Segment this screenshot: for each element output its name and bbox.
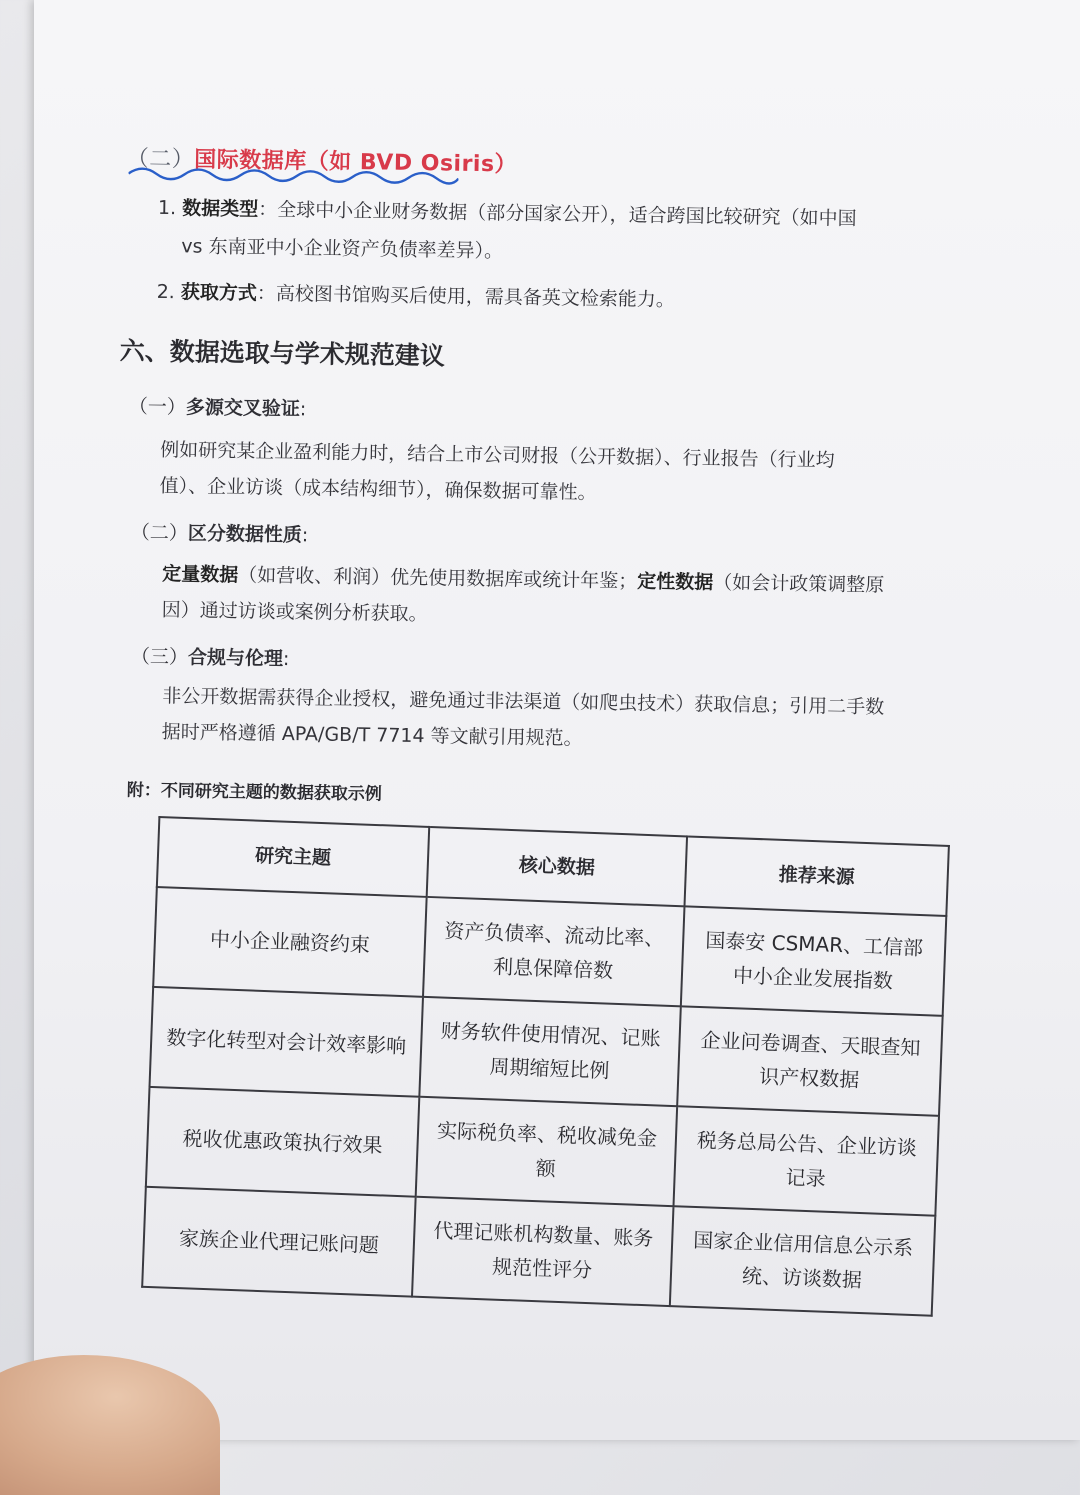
sub2-heading: （二）区分数据性质: [130, 521, 309, 547]
sub3-text-b: 据时严格遵循 APA/GB/T 7714 等文献引用规范。 [161, 721, 583, 750]
table-cell: 代理记账机构数量、账务规范性评分 [412, 1197, 673, 1306]
sub3-text-a: 非公开数据需获得企业授权，避免通过非法渠道（如爬虫技术）获取信息；引用二手数 [162, 685, 885, 719]
heading-text: 国际数据库（如 BVD Osiris） [194, 147, 518, 178]
item2-line: 2. 获取方式：高校图书馆购买后使用，需具备英文检索能力。 [156, 280, 676, 312]
sub1-text-b: 值）、企业访谈（成本结构细节），确保数据可靠性。 [159, 474, 597, 504]
sub1-text-a: 例如研究某企业盈利能力时，结合上市公司财报（公开数据）、行业报告（行业均 [160, 439, 835, 472]
sub3-heading: （三）合规与伦理: [130, 645, 290, 671]
table-cell: 企业问卷调查、天眼查知识产权数据 [677, 1006, 942, 1116]
table-cell: 数字化转型对会计效率影响 [150, 987, 423, 1097]
table-cell: 税收优惠政策执行效果 [146, 1087, 419, 1197]
table-cell: 国家企业信用信息公示系统、访谈数据 [670, 1206, 935, 1316]
table-cell: 实际税负率、税收减免金额 [416, 1097, 677, 1206]
sub1-heading: （一）多源交叉验证: [128, 395, 307, 421]
sub2-text-a: 定量数据（如营收、利润）优先使用数据库或统计年鉴；定性数据（如会计政策调整原 [162, 563, 885, 597]
item1-line-a: 1. 数据类型：全球中小企业财务数据（部分国家公开），适合跨国比较研究（如中国 [157, 196, 857, 230]
header-source: 推荐来源 [684, 836, 948, 916]
table-cell: 家族企业代理记账问题 [142, 1187, 415, 1297]
section6-title: 六、数据选取与学术规范建议 [119, 336, 445, 371]
table-cell: 国泰安 CSMAR、工信部中小企业发展指数 [681, 906, 946, 1016]
table-cell: 财务软件使用情况、记账周期缩短比例 [419, 997, 680, 1106]
table-cell: 税务总局公告、企业访谈记录 [673, 1106, 938, 1216]
heading-paren: （二） [126, 146, 195, 173]
appendix-title: 附：不同研究主题的数据获取示例 [126, 780, 382, 805]
sub2-text-b: 因）通过访谈或案例分析获取。 [161, 599, 428, 626]
header-topic: 研究主题 [157, 817, 429, 897]
table-cell: 中小企业融资约束 [153, 887, 426, 997]
data-source-table [141, 816, 950, 1317]
header-core-data: 核心数据 [427, 827, 687, 906]
wavy-underline-icon [128, 161, 458, 188]
item1-line-b: vs 东南亚中小企业资产负债率差异）。 [181, 235, 504, 263]
table-cell: 资产负债率、流动比率、利息保障倍数 [423, 897, 684, 1006]
